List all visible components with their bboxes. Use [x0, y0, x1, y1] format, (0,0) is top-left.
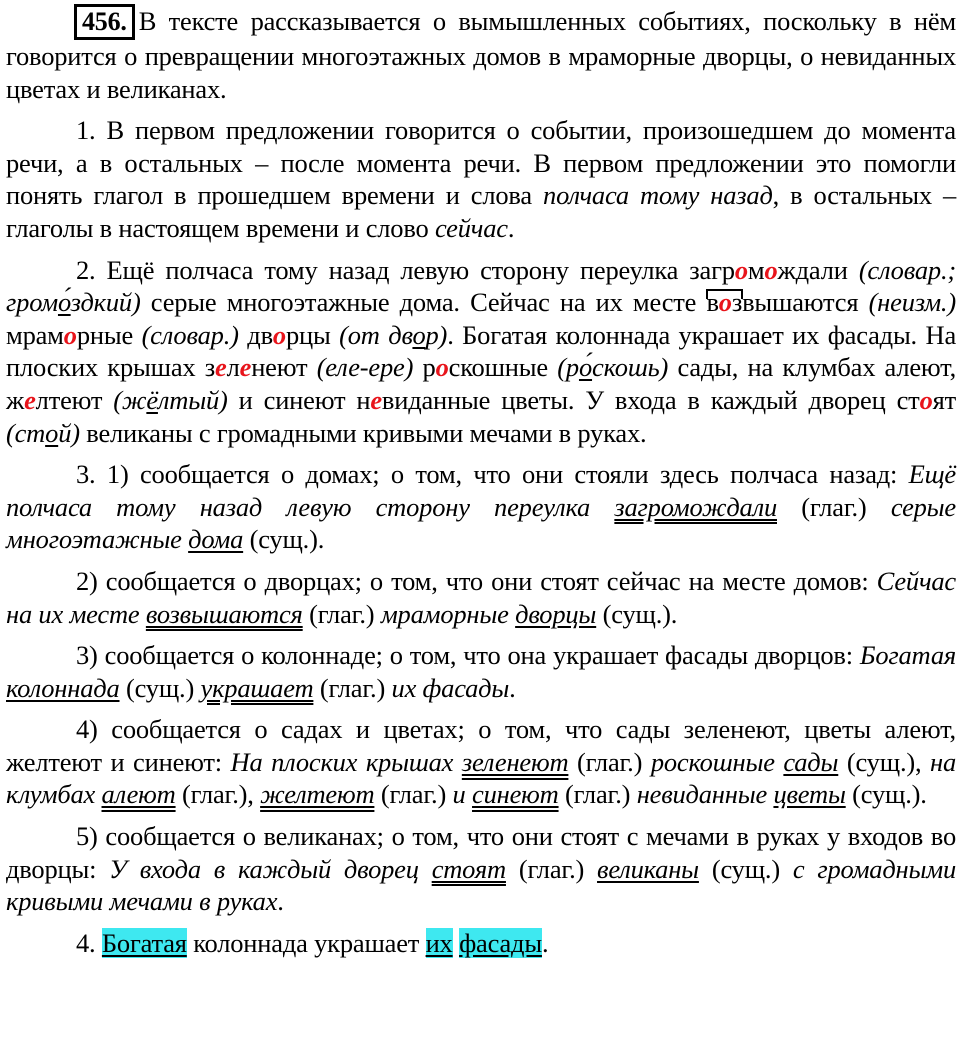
point-1-paragraph: 1. В первом предложении говорится о событии, произошедшем до момента речи, а в остальных – после момента речи. В первом предложении это помогли понять глагол в прошедшем времени и слова полчаса тому назад, в остальных – глаголы в настоящем времени и слово сейчас.	[6, 115, 956, 243]
orthogram-letter: е	[370, 384, 382, 415]
orthogram-letter: о	[272, 319, 286, 350]
point-2-paragraph: 2. Ещё полчаса тому назад левую сторону переулка загромождали (словар.; громо́здкий) серые многоэтажные дома. Сейчас на их месте возвышаются (неизм.) мраморные (словар.) дворцы (от двор). Богатая колоннада украшает их фасады. На плоских крышах зеленеют (еле-ере) роскошные (ро́скошь) сады, на клумбах алеют, желтеют (жёлтый) и синеют невиданные цветы. У входа в каждый дворец стоят (стой) великаны с громадными кривыми мечами в руках.	[6, 254, 957, 448]
orthogram-letter: е	[239, 352, 252, 383]
highlighted-word: Богатая	[101, 927, 187, 958]
orthogram-letter: о	[734, 254, 748, 285]
orthogram-letter: о	[63, 319, 77, 350]
subject: сады	[783, 746, 839, 777]
prefix-mark: воз	[706, 287, 743, 318]
subject: колоннада	[6, 672, 120, 703]
highlighted-word: фасады	[459, 927, 542, 958]
predicate: украшает	[200, 672, 314, 703]
orthogram-letter: о	[435, 352, 449, 383]
orthogram-letter: о	[764, 254, 778, 285]
check-word: (жёлтый)	[113, 384, 228, 415]
check-note: (словар.)	[141, 319, 239, 350]
highlighted-word: их	[425, 927, 453, 958]
check-word: (ро́скошь)	[557, 352, 669, 383]
predicate: возвышаются	[145, 598, 303, 629]
predicate: зеленеют	[461, 746, 569, 777]
check-word: (стой)	[6, 417, 80, 448]
subject: дома	[188, 524, 244, 555]
intro-paragraph: 456. В тексте рассказывается о вымышленных событиях, поскольку в нём говорится о превращении многоэтажных домов в мраморные дворцы, о невиданных цветах и великанах.	[6, 6, 956, 104]
point-3-4-paragraph: 4) сообщается о садах и цветах; о том, что сады зеленеют, цветы алеют, желтеют и синеют: На плоских крышах зеленеют (глаг.) роскошные сады (сущ.), на клумбах алеют (глаг.), желтеют (глаг.) и синеют (глаг.) невиданные цветы (сущ.).	[6, 714, 956, 810]
check-word: (словар.; громо́здкий)	[6, 254, 956, 318]
predicate: желтеют	[260, 779, 375, 810]
point-3-5-paragraph: 5) сообщается о великанах; о том, что они стоят с мечами в руках у входов во дворцы: У входа в каждый дворец стоят (глаг.) великаны (сущ.) с громадными кривыми мечами в руках.	[6, 821, 956, 917]
point-3-3-paragraph: 3) сообщается о колоннаде; о том, что она украшает фасады дворцов: Богатая колоннада (сущ.) украшает (глаг.) их фасады.	[6, 640, 956, 703]
orthogram-letter: е	[215, 352, 227, 383]
point-3-1-paragraph: 3. 1) сообщается о домах; о том, что они стояли здесь полчаса назад: Ещё полчаса тому назад левую сторону переулка загромождали (глаг.) серые многоэтажные дома (сущ.).	[6, 459, 956, 555]
check-note: (неизм.)	[868, 287, 956, 318]
task-number: 456.	[74, 4, 135, 40]
check-note: (еле-ере)	[316, 352, 414, 383]
predicate: синеют	[472, 779, 559, 810]
predicate: алеют	[101, 779, 176, 810]
point-3-2-paragraph: 2) сообщается о дворцах; о том, что они стоят сейчас на месте домов: Сейчас на их месте возвышаются (глаг.) мраморные дворцы (сущ.).	[6, 565, 956, 629]
predicate: загромождали	[614, 491, 777, 522]
point-4-paragraph: 4. Богатая колоннада украшает их фасады.	[76, 927, 549, 958]
subject: дворцы	[515, 598, 597, 629]
orthogram-letter: о	[919, 384, 933, 415]
predicate: стоят	[431, 853, 506, 884]
exercise-page	[6, 4, 956, 959]
subject: великаны	[597, 853, 699, 884]
subject: цветы	[773, 779, 846, 810]
check-word: (от двор)	[339, 319, 448, 350]
orthogram-letter: е	[24, 384, 36, 415]
